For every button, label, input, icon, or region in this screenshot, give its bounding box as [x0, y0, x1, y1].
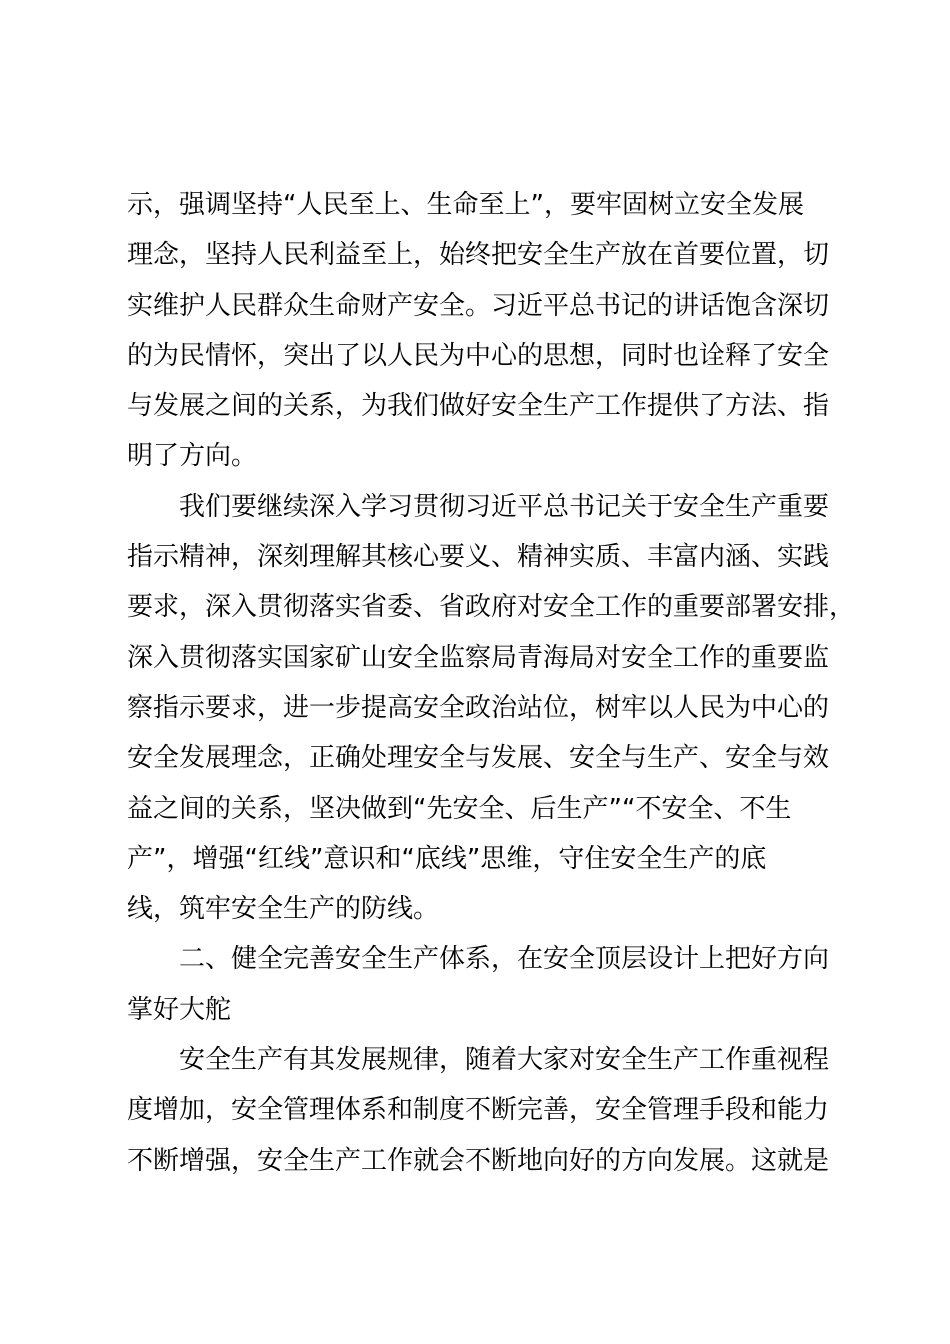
section-heading-line: 掌好大舵: [127, 994, 232, 1025]
text-line: 察指示要求，进一步提高安全政治站位，树牢以人民为中心的: [127, 692, 830, 723]
text-line: 不断增强，安全生产工作就会不断地向好的方向发展。这就是: [127, 1145, 830, 1176]
text-line: 安全发展理念，正确处理安全与发展、安全与生产、安全与效: [127, 743, 830, 774]
document-body: [127, 180, 856, 1186]
text-line: 实维护人民群众生命财产安全。习近平总书记的讲话饱含深切: [127, 290, 830, 321]
text-line: 益之间的关系，坚决做到“先安全、后生产”“不安全、不生: [127, 793, 792, 824]
text-line: 安全生产有其发展规律，随着大家对安全生产工作重视程: [127, 1045, 830, 1076]
text-line: 度增加，安全管理体系和制度不断完善，安全管理手段和能力: [127, 1095, 830, 1126]
text-line: 产”，增强“红线”意识和“底线”思维，守住安全生产的底: [127, 843, 767, 874]
section-heading-line: 二、健全完善安全生产体系，在安全顶层设计上把好方向: [127, 944, 830, 975]
text-line: 示，强调坚持“人民至上、生命至上”，要牢固树立安全发展: [127, 190, 804, 220]
text-line: 我们要继续深入学习贯彻习近平总书记关于安全生产重要: [127, 491, 830, 522]
text-line: 线，筑牢安全生产的防线。: [127, 894, 440, 925]
text-line: 理念，坚持人民利益至上，始终把安全生产放在首要位置，切: [127, 240, 830, 271]
text-line: 深入贯彻落实国家矿山安全监察局青海局对安全工作的重要监: [127, 642, 830, 673]
text-line: 指示精神，深刻理解其核心要义、精神实质、丰富内涵、实践: [127, 542, 830, 573]
text-line: 与发展之间的关系，为我们做好安全生产工作提供了方法、指: [127, 391, 830, 422]
text-line: 明了方向。: [127, 441, 258, 472]
text-line: 要求，深入贯彻落实省委、省政府对安全工作的重要部署安排，: [127, 592, 856, 623]
text-line: 的为民情怀，突出了以人民为中心的思想，同时也诠释了安全: [127, 340, 830, 371]
